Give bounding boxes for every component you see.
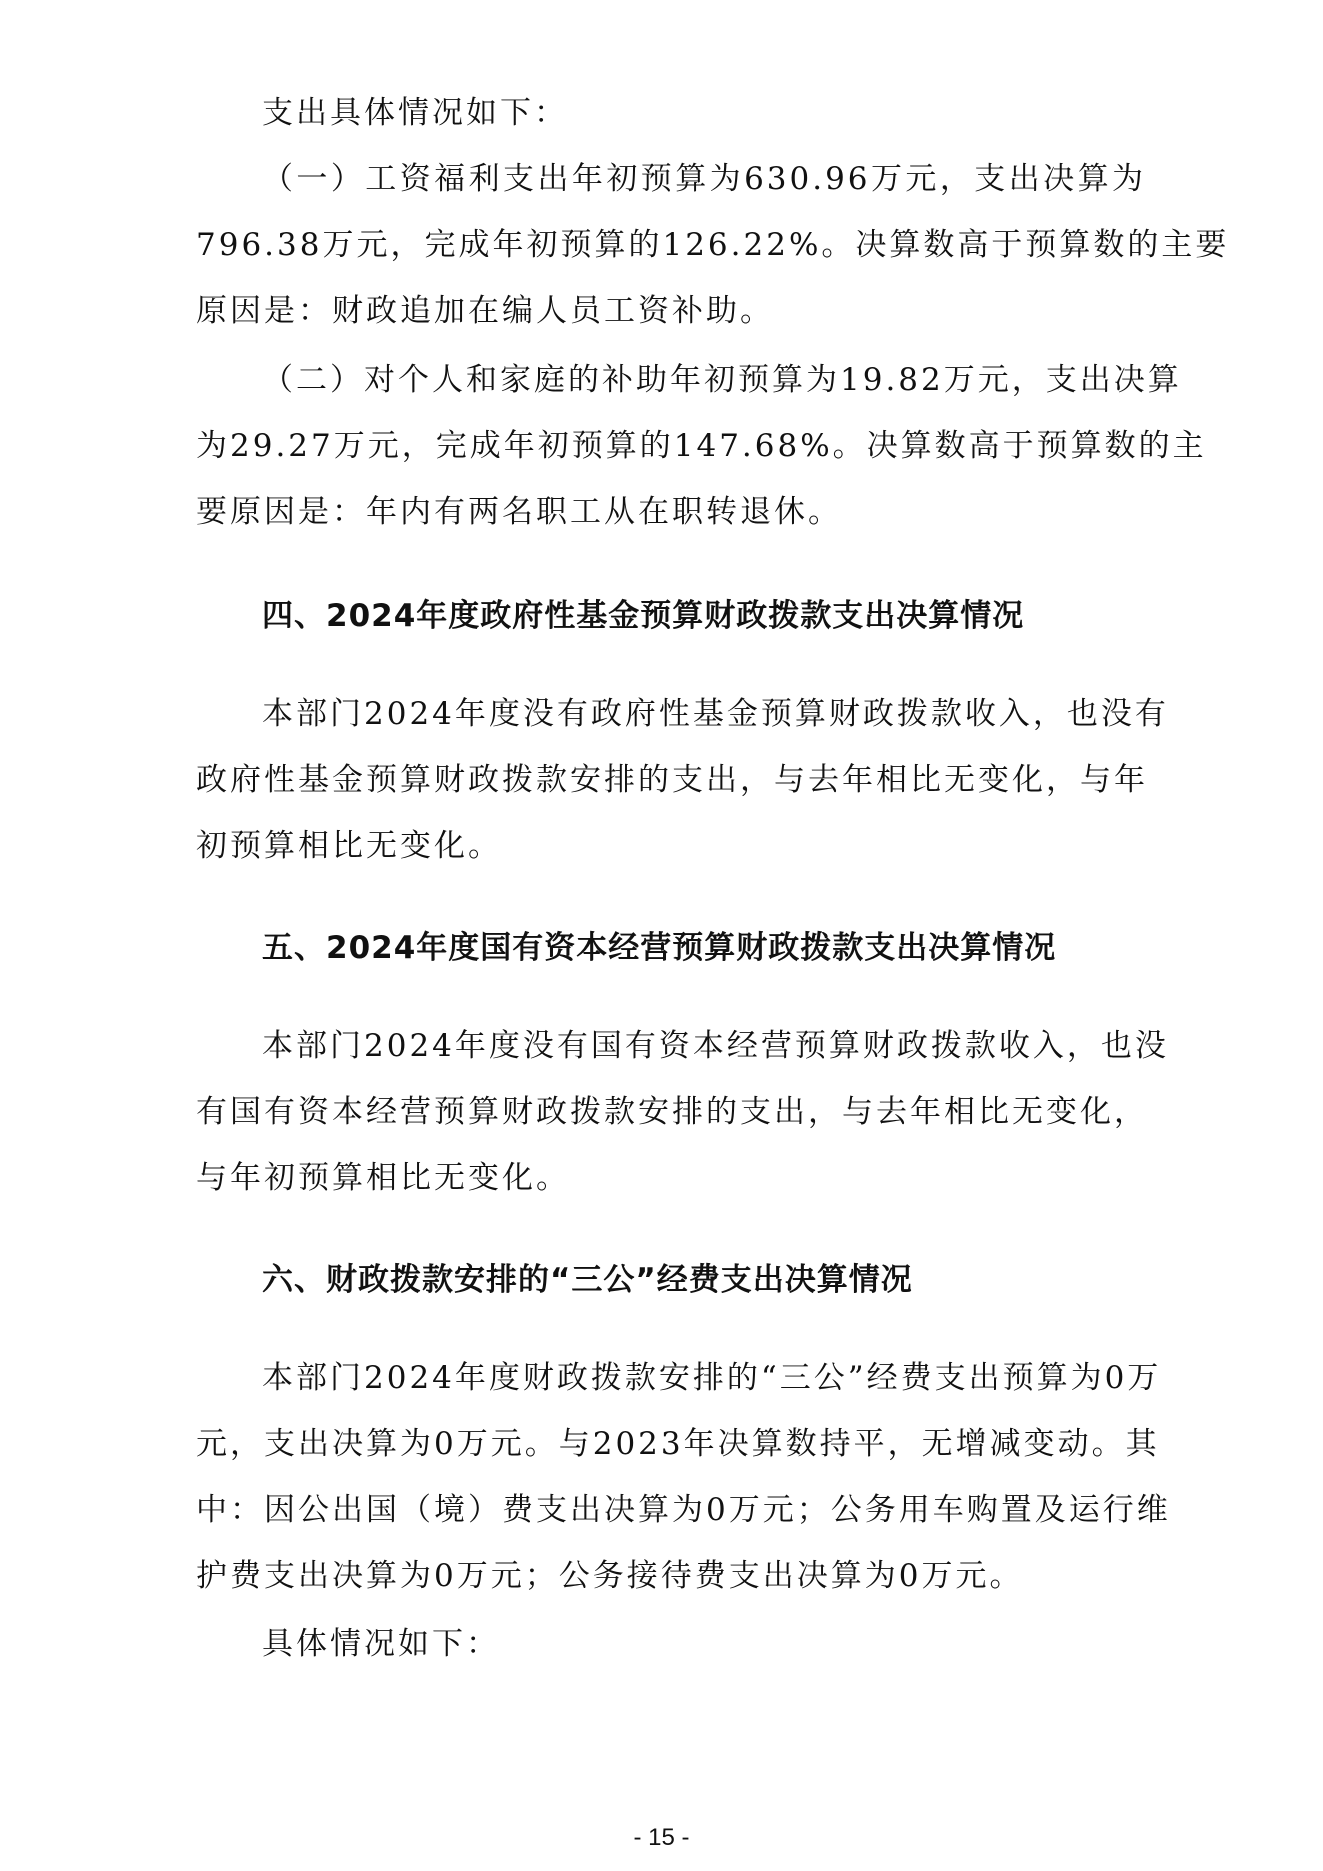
section-six-line-5: 具体情况如下：	[262, 1626, 500, 1662]
item-two-line-2: 为29.27万元，完成年初预算的147.68%。决算数高于预算数的主	[196, 428, 1207, 464]
item-one-line-1: （一）工资福利支出年初预算为630.96万元，支出决算为	[262, 161, 1146, 197]
section-five-line-3: 与年初预算相比无变化。	[196, 1160, 570, 1196]
section-five-line-2: 有国有资本经营预算财政拨款安排的支出，与去年相比无变化，	[196, 1094, 1148, 1130]
paragraph-intro-line: 支出具体情况如下：	[262, 95, 568, 131]
section-five-line-1: 本部门2024年度没有国有资本经营预算财政拨款收入，也没	[262, 1028, 1169, 1064]
section-six-heading: 六、财政拨款安排的“三公”经费支出决算情况	[262, 1262, 913, 1298]
item-one-line-2: 796.38万元，完成年初预算的126.22%。决算数高于预算数的主要	[196, 227, 1230, 263]
section-six-line-4: 护费支出决算为0万元；公务接待费支出决算为0万元。	[196, 1558, 1024, 1594]
section-four-heading: 四、2024年度政府性基金预算财政拨款支出决算情况	[262, 598, 1025, 634]
page-number: - 15 -	[633, 1824, 690, 1851]
section-four-line-3: 初预算相比无变化。	[196, 828, 502, 864]
section-five-heading: 五、2024年度国有资本经营预算财政拨款支出决算情况	[262, 930, 1057, 966]
item-two-line-1: （二）对个人和家庭的补助年初预算为19.82万元，支出决算	[262, 362, 1182, 398]
section-six-line-2: 元，支出决算为0万元。与2023年决算数持平，无增减变动。其	[196, 1426, 1160, 1462]
section-four-line-1: 本部门2024年度没有政府性基金预算财政拨款收入，也没有	[262, 696, 1169, 732]
section-four-line-2: 政府性基金预算财政拨款安排的支出，与去年相比无变化，与年	[196, 762, 1148, 798]
item-one-line-3: 原因是：财政追加在编人员工资补助。	[196, 293, 774, 329]
section-six-line-1: 本部门2024年度财政拨款安排的“三公”经费支出预算为0万	[262, 1360, 1162, 1396]
section-six-line-3: 中：因公出国（境）费支出决算为0万元；公务用车购置及运行维	[196, 1492, 1171, 1528]
item-two-line-3: 要原因是：年内有两名职工从在职转退休。	[196, 494, 842, 530]
